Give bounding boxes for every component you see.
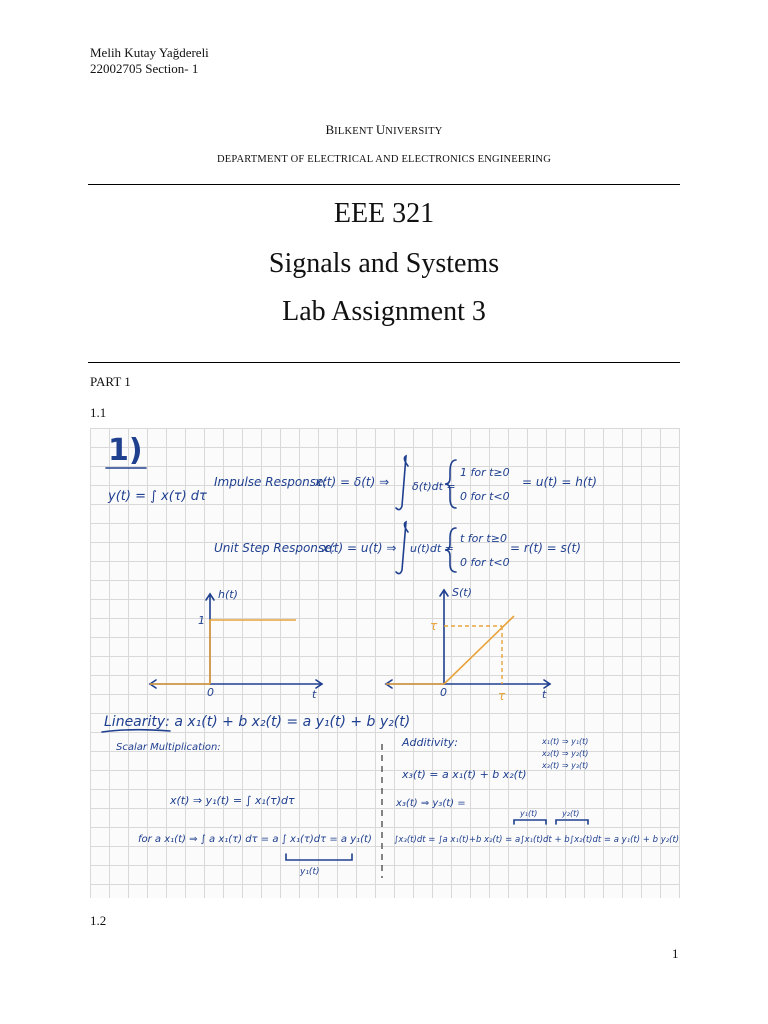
plot2-tau-x: τ xyxy=(498,689,506,703)
assignment-title: Lab Assignment 3 xyxy=(282,296,486,327)
plot2-ylabel: S(t) xyxy=(452,586,472,599)
step-result: = r(t) = s(t) xyxy=(510,541,581,555)
scalar-title: Scalar Multiplication: xyxy=(116,742,221,753)
plot1-one-tick: 1 xyxy=(198,614,205,627)
impulse-response-plot xyxy=(150,588,322,701)
additivity-over-2: y₂(t) xyxy=(562,809,580,818)
uni-cap1: B xyxy=(325,122,335,137)
department-text: DEPARTMENT OF ELECTRICAL AND ELECTRONICS ENGINEERING xyxy=(216,154,551,165)
additivity-map-1: x₁(t) ⇒ y₁(t) xyxy=(542,737,589,746)
impulse-case-0: 0 for t<0 xyxy=(460,490,510,503)
impulse-result: = u(t) = h(t) xyxy=(522,475,597,489)
handwritten-solution-image xyxy=(90,428,680,898)
system-definition: y(t) = ∫ x(τ) dτ xyxy=(108,489,207,504)
uni-rest1: ILKENT xyxy=(334,126,376,137)
top-rule xyxy=(88,184,680,185)
additivity-eq2: x₃(t) ⇒ y₃(t) = xyxy=(396,798,466,809)
scalar-eq1: x(t) ⇒ y₁(t) = ∫ x₁(τ)dτ xyxy=(170,794,295,807)
additivity-eq3: ∫x₃(t)dt = ∫a x₁(t)+b x₂(t) = a∫x₁(t)dt + b∫x₂(t)dt = a y₁(t) + b y₂(t) xyxy=(394,835,680,845)
plot1-step-curve xyxy=(210,620,296,684)
author-name: Melih Kutay Yağdereli xyxy=(90,45,209,60)
uni-cap2: U xyxy=(375,122,386,137)
impulse-label: Impulse Response: xyxy=(214,475,328,489)
impulse-integral xyxy=(396,456,408,510)
plot1-ylabel: h(t) xyxy=(218,588,238,601)
linearity-underline xyxy=(102,730,170,732)
subsection-1-1: 1.1 xyxy=(90,405,107,420)
additivity-map-3: x₃(t) ⇒ y₃(t) xyxy=(542,761,589,770)
impulse-equation: x(t) = δ(t) ⇒ xyxy=(315,475,390,489)
university-name xyxy=(0,122,768,138)
course-code: EEE 321 xyxy=(333,198,435,229)
uni-rest2: NIVERSITY xyxy=(385,126,443,137)
additivity-eq1: x₃(t) = a x₁(t) + b x₂(t) xyxy=(402,768,527,781)
step-label: Unit Step Response: xyxy=(214,541,336,555)
step-response-plot xyxy=(386,586,550,703)
additivity-map-2: x₂(t) ⇒ y₂(t) xyxy=(542,749,589,758)
additivity-overbrace-2 xyxy=(556,820,588,824)
problem-number: 1) xyxy=(108,433,143,468)
scalar-under-label: y₁(t) xyxy=(300,867,320,877)
plot1-origin: 0 xyxy=(207,686,214,699)
linearity-statement: Linearity: a x₁(t) + b x₂(t) = a y₁(t) + b y₂(t) xyxy=(104,714,411,730)
step-integrand: u(t)dt = xyxy=(410,542,454,555)
part-heading: PART 1 xyxy=(90,374,131,389)
course-subject: Signals and Systems xyxy=(268,248,500,279)
subsection-1-2: 1.2 xyxy=(90,913,107,928)
step-case-0: 0 for t<0 xyxy=(460,556,510,569)
plot2-tau-y: τ xyxy=(430,619,438,633)
step-case-1: t for t≥0 xyxy=(460,532,507,545)
author-block xyxy=(90,45,209,77)
plot1-xlabel: t xyxy=(312,688,317,701)
scalar-underbrace xyxy=(286,854,352,860)
impulse-integrand: δ(t)dt = xyxy=(412,480,456,493)
step-integral xyxy=(396,522,408,574)
handwritten-notes xyxy=(90,428,680,898)
plot2-origin: 0 xyxy=(440,686,447,699)
scalar-eq2: for a x₁(t) ⇒ ∫ a x₁(τ) dτ = a ∫ x₁(τ)dτ = a y₁(t) xyxy=(138,834,372,845)
author-id: 22002705 Section- 1 xyxy=(90,61,199,76)
additivity-overbrace-1 xyxy=(514,820,546,824)
step-equation: x(t) = u(t) ⇒ xyxy=(322,541,397,555)
department-name xyxy=(0,150,768,166)
additivity-over-1: y₁(t) xyxy=(520,809,538,818)
additivity-title: Additivity: xyxy=(402,736,459,749)
plot2-xlabel: t xyxy=(542,688,547,701)
page-number: 1 xyxy=(672,946,679,961)
bottom-rule xyxy=(88,362,680,363)
impulse-case-1: 1 for t≥0 xyxy=(460,466,510,479)
